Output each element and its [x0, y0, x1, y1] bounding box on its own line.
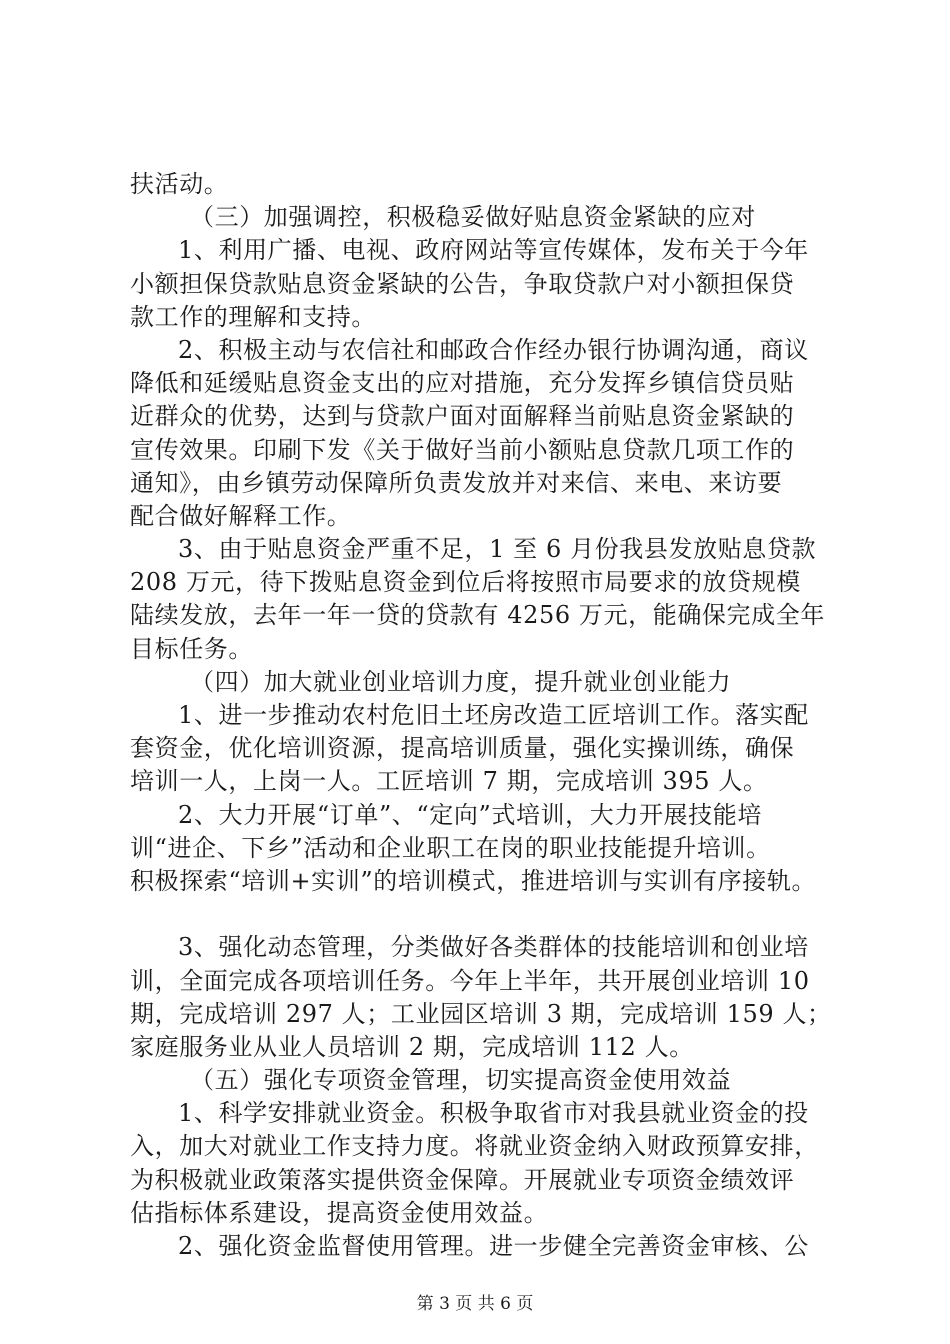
paragraph-line: 培训一人，上岗一人。工匠培训 7 期，完成培训 395 人。	[130, 767, 768, 796]
paragraph-line: 3、强化动态管理，分类做好各类群体的技能培训和创业培	[178, 933, 809, 962]
paragraph-line: 目标任务。	[130, 634, 253, 663]
paragraph-line: 期，完成培训 297 人；工业园区培训 3 期，完成培训 159 人；	[130, 999, 832, 1028]
paragraph-line: 近群众的优势，达到与贷款户面对面解释当前贴息资金紧缺的	[130, 402, 795, 431]
paragraph-line: 2、强化资金监督使用管理。进一步健全完善资金审核、公	[178, 1232, 809, 1260]
section-heading-5: （五）强化专项资金管理，切实提高资金使用效益	[190, 1066, 732, 1095]
paragraph-line: 降低和延缓贴息资金支出的应对措施，充分发挥乡镇信贷员贴	[130, 369, 795, 398]
paragraph-line: 通知》，由乡镇劳动保障所负责发放并对来信、来电、来访要	[130, 468, 783, 497]
paragraph-line: 训“进企、下乡”活动和企业职工在岗的职业技能提升培训。	[130, 833, 771, 862]
paragraph-line: 配合做好解释工作。	[130, 501, 352, 530]
paragraph-line: 入，加大对就业工作支持力度。将就业资金纳入财政预算安排，	[130, 1132, 819, 1161]
paragraph-line: 积极探索“培训+实训”的培训模式，推进培训与实训有序接轨。	[130, 866, 817, 895]
paragraph-line: 款工作的理解和支持。	[130, 302, 376, 331]
blank-line	[130, 898, 830, 931]
paragraph-line: 为积极就业政策落实提供资金保障。开展就业专项资金绩效评	[130, 1165, 795, 1194]
page-number: 第 3 页 共 6 页	[416, 1294, 534, 1314]
paragraph-line: 2、积极主动与农信社和邮政合作经办银行协调沟通，商议	[178, 335, 809, 364]
paragraph-line: 训，全面完成各项培训任务。今年上半年，共开展创业培训 10	[130, 966, 810, 995]
paragraph-line: 208 万元，待下拨贴息资金到位后将按照市局要求的放贷规模	[130, 568, 801, 597]
paragraph-line: 1、科学安排就业资金。积极争取省市对我县就业资金的投	[178, 1099, 809, 1128]
section-heading-3: （三）加强调控，积极稳妥做好贴息资金紧缺的应对	[190, 203, 756, 232]
paragraph-line: 扶活动。	[130, 170, 229, 198]
paragraph-line: 1、利用广播、电视、政府网站等宣传媒体，发布关于今年	[178, 236, 809, 265]
paragraph-line: 宣传效果。印刷下发《关于做好当前小额贴息贷款几项工作的	[130, 435, 795, 464]
paragraph-line: 家庭服务业从业人员培训 2 期，完成培训 112 人。	[130, 1032, 694, 1061]
paragraph-line: 估指标体系建设，提高资金使用效益。	[130, 1198, 549, 1227]
document-body	[130, 168, 830, 1263]
section-heading-4: （四）加大就业创业培训力度，提升就业创业能力	[190, 667, 732, 696]
page-footer	[0, 1294, 950, 1314]
paragraph-line: 1、进一步推动农村危旧土坯房改造工匠培训工作。落实配	[178, 701, 809, 729]
paragraph-line: 陆续发放，去年一年一贷的贷款有 4256 万元，能确保完成全年	[130, 601, 825, 630]
paragraph-line: 套资金，优化培训资源，提高培训质量，强化实操训练，确保	[130, 734, 795, 763]
paragraph-line: 小额担保贷款贴息资金紧缺的公告，争取贷款户对小额担保贷	[130, 269, 795, 298]
paragraph-line: 2、大力开展“订单”、“定向”式培训，大力开展技能培	[178, 800, 762, 829]
paragraph-line: 3、由于贴息资金严重不足，1 至 6 月份我县发放贴息贷款	[178, 535, 817, 564]
